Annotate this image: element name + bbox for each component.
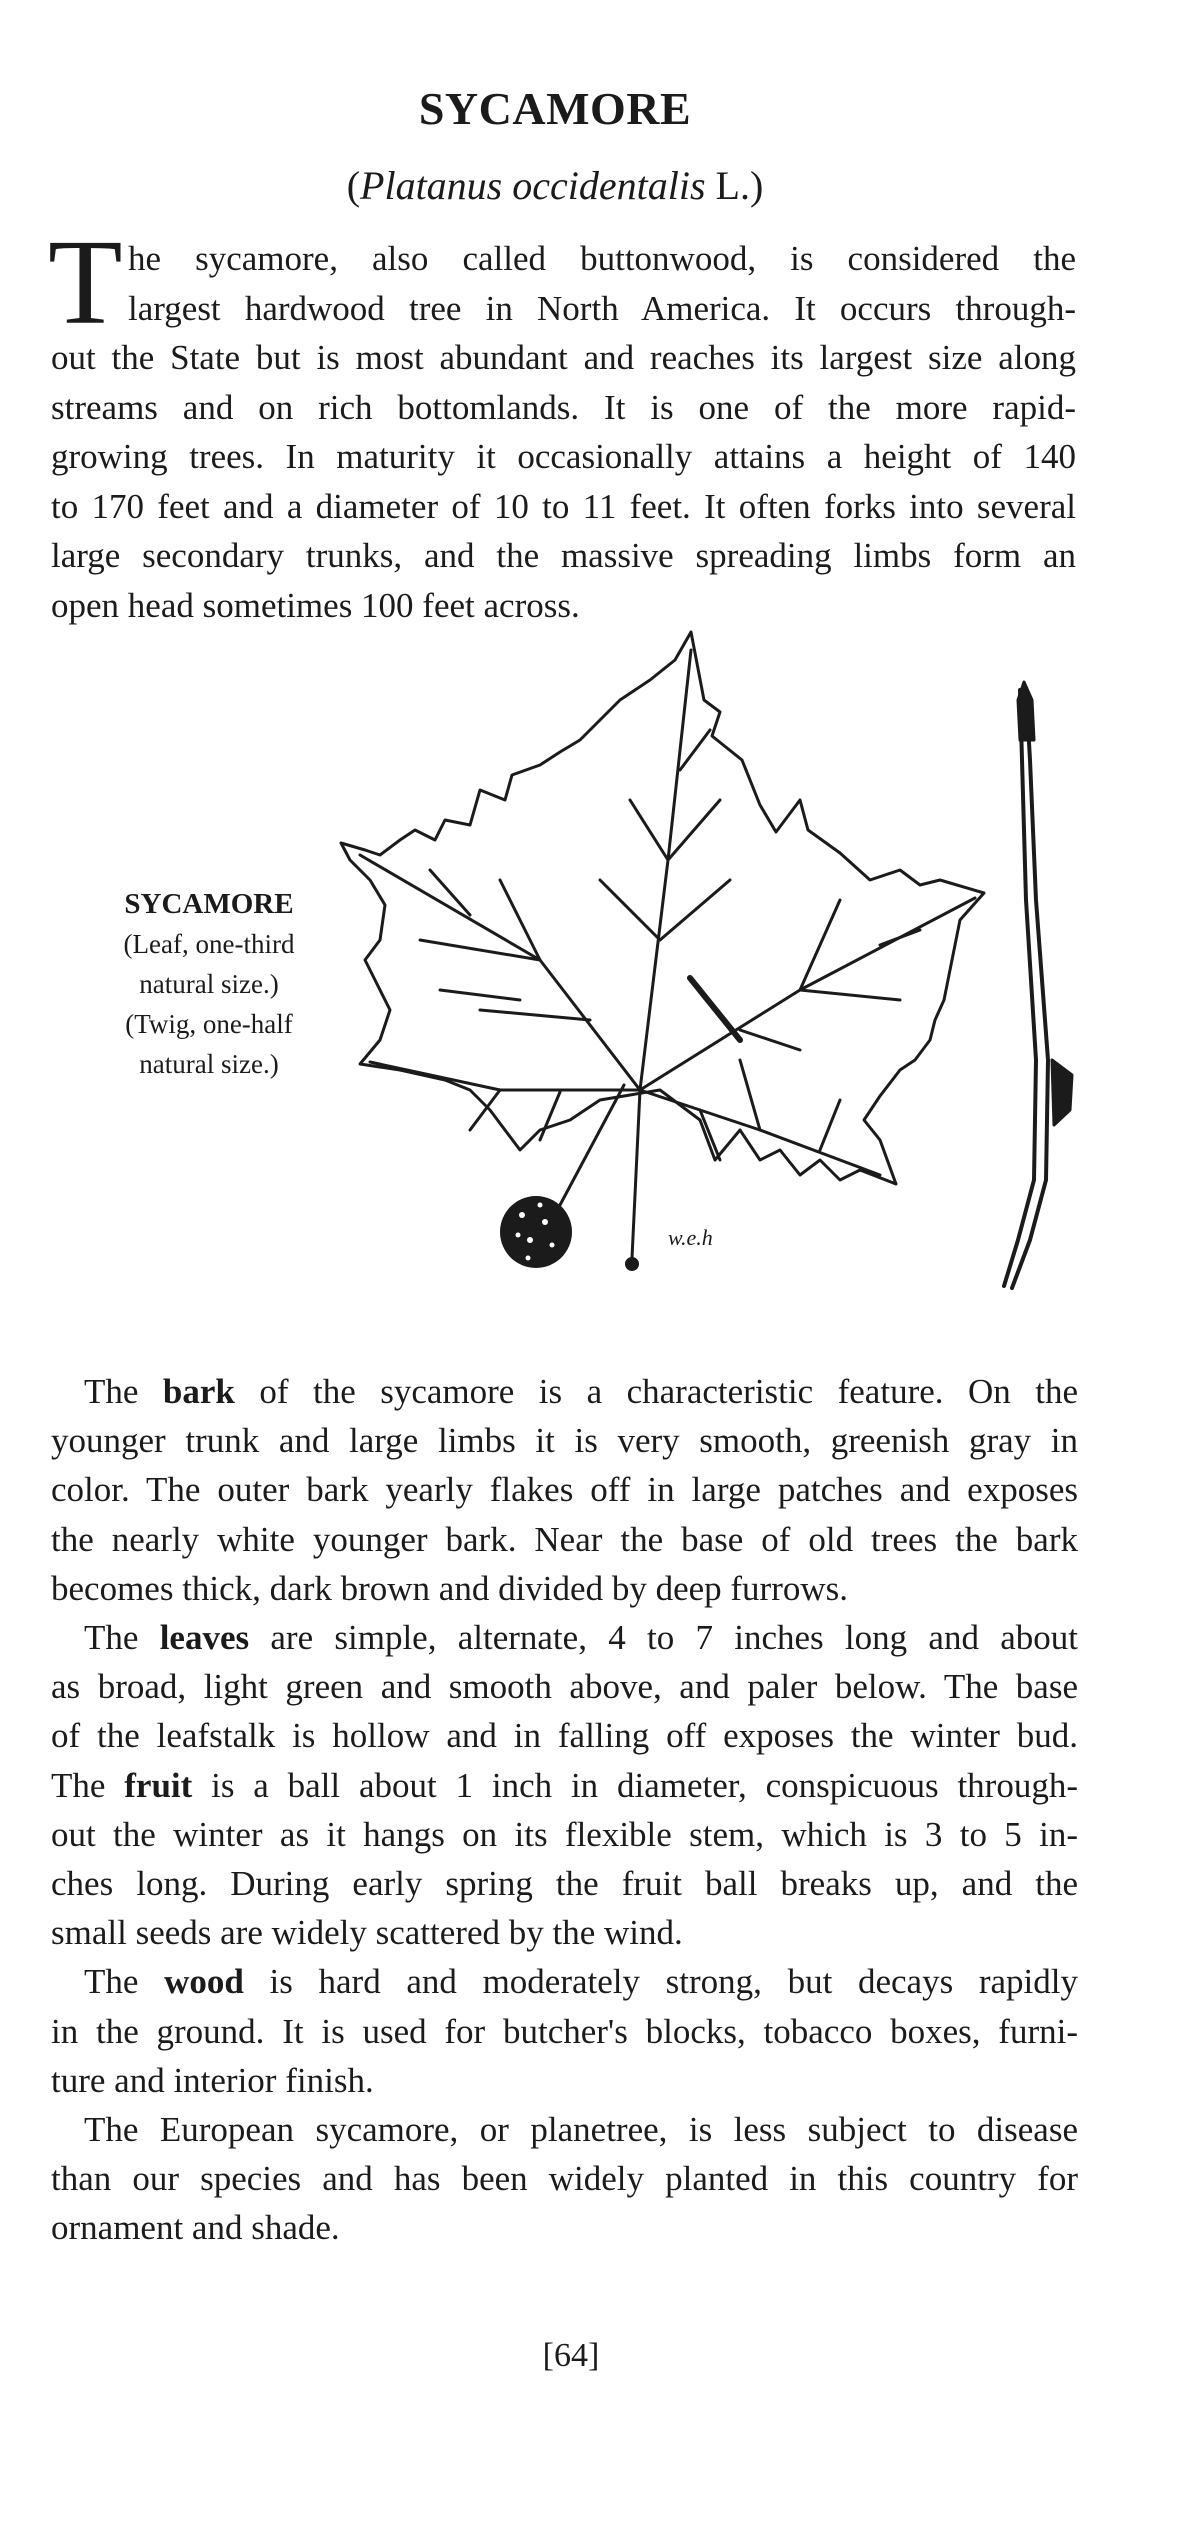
text-run: color. The outer bark yearly flakes off in large patches and exposes	[51, 1470, 1078, 1510]
text-line	[51, 2153, 1078, 2205]
caption-line: natural size.)	[139, 969, 279, 999]
bud-terminal	[1018, 682, 1034, 740]
text-line: large secondary trunks, and the massive spreading limbs form an	[51, 536, 1076, 575]
paren-open: (	[346, 163, 361, 208]
text-line: out the State but is most abundant and reaches its largest size along	[51, 338, 1076, 377]
text-run: as broad, light green and smooth above, and paler below. The base	[51, 1667, 1078, 1707]
latin-name: Platanus occidentalis	[360, 163, 706, 208]
text-line	[51, 1415, 1078, 1467]
leaf-stalk	[632, 1090, 640, 1258]
figure-caption	[80, 884, 338, 1084]
text-run: ture and interior finish.	[51, 2060, 374, 2100]
text-line: he sycamore, also called buttonwood, is considered the	[128, 239, 1076, 278]
text-run: small seeds are widely scattered by the wind.	[51, 1913, 683, 1953]
caption-title: SYCAMORE	[124, 888, 294, 920]
text-line: to 170 feet and a diameter of 10 to 11 feet. It often forks into several	[51, 486, 1076, 526]
text-run: the nearly white younger bark. Near the base of old trees the bark	[51, 1519, 1078, 1559]
text-run: out the winter as it hangs on its flexible stem, which is 3 to 5 in-	[51, 1814, 1078, 1854]
paren-close: )	[749, 163, 764, 208]
bold-term: fruit	[124, 1765, 193, 1805]
text-line	[51, 2202, 1078, 2254]
text-run: of the leafstalk is hollow and in falling off exposes the winter bud.	[51, 1716, 1078, 1756]
stalk-end	[625, 1257, 639, 1271]
text-line	[84, 2104, 1078, 2156]
text-line	[84, 1366, 1078, 1418]
text-line	[51, 1464, 1078, 1516]
text-line	[51, 1514, 1078, 1566]
text-line: largest hardwood tree in North America. It occurs through-	[128, 288, 1076, 328]
text-run: The	[84, 1962, 165, 2002]
text-line	[51, 1907, 1078, 1959]
fruit-ball	[500, 1196, 572, 1268]
text-line	[84, 1956, 1078, 2008]
caption-line: (Leaf, one-third	[123, 929, 295, 959]
text-run: The	[51, 1765, 125, 1805]
text-run: ches long. During early spring the fruit ball breaks up, and the	[51, 1864, 1078, 1903]
text-run: is a ball about 1 inch in diameter, conspicuous through-	[192, 1765, 1078, 1805]
text-line: open head sometimes 100 feet across.	[51, 585, 580, 625]
text-line	[51, 1710, 1078, 1762]
text-run: younger trunk and large limbs it is very smooth, greenish gray in	[51, 1421, 1078, 1461]
drop-cap: T	[48, 215, 123, 350]
text-line	[84, 1612, 1078, 1664]
text-line: growing trees. In maturity it occasionally attains a height of 140	[51, 437, 1076, 476]
caption-line: (Twig, one-half	[125, 1009, 293, 1039]
text-run: is hard and moderately strong, but decays rapidly	[243, 1962, 1079, 2002]
text-line: streams and on rich bottomlands. It is one of the more rapid-	[51, 387, 1076, 427]
bud-lateral	[1052, 1060, 1072, 1125]
text-run: The	[84, 1372, 163, 1411]
authority: L.	[715, 163, 750, 208]
text-line	[51, 2006, 1078, 2058]
illustrator-signature: w.e.h	[668, 1225, 713, 1250]
twig	[1004, 690, 1048, 1288]
text-line	[51, 1809, 1078, 1861]
text-line	[51, 1563, 1078, 1615]
caption-line: natural size.)	[139, 1049, 279, 1079]
page-title: SYCAMORE	[418, 83, 692, 134]
text-line	[51, 2055, 1078, 2107]
text-run: The	[84, 1618, 160, 1657]
page-number: [64]	[542, 2337, 600, 2374]
fruit-stem	[560, 1085, 624, 1205]
text-run: are simple, alternate, 4 to 7 inches long and about	[249, 1618, 1078, 1657]
winter-bud	[690, 978, 740, 1040]
bold-term: bark	[162, 1372, 235, 1411]
text-run: becomes thick, dark brown and divided by deep furrows.	[51, 1568, 849, 1608]
text-line	[51, 1661, 1078, 1713]
text-run: than our species and has been widely planted in this country for	[51, 2159, 1078, 2199]
text-line	[51, 1760, 1078, 1812]
text-run: ornament and shade.	[51, 2208, 340, 2248]
bold-term: leaves	[159, 1618, 250, 1657]
text-run: in the ground. It is used for butcher's blocks, tobacco boxes, furni-	[51, 2011, 1078, 2051]
text-line	[51, 1858, 1078, 1910]
bold-term: wood	[164, 1962, 244, 2002]
text-run: of the sycamore is a characteristic feature. On the	[234, 1372, 1078, 1411]
text-run: The European sycamore, or planetree, is less subject to disease	[84, 2110, 1078, 2149]
